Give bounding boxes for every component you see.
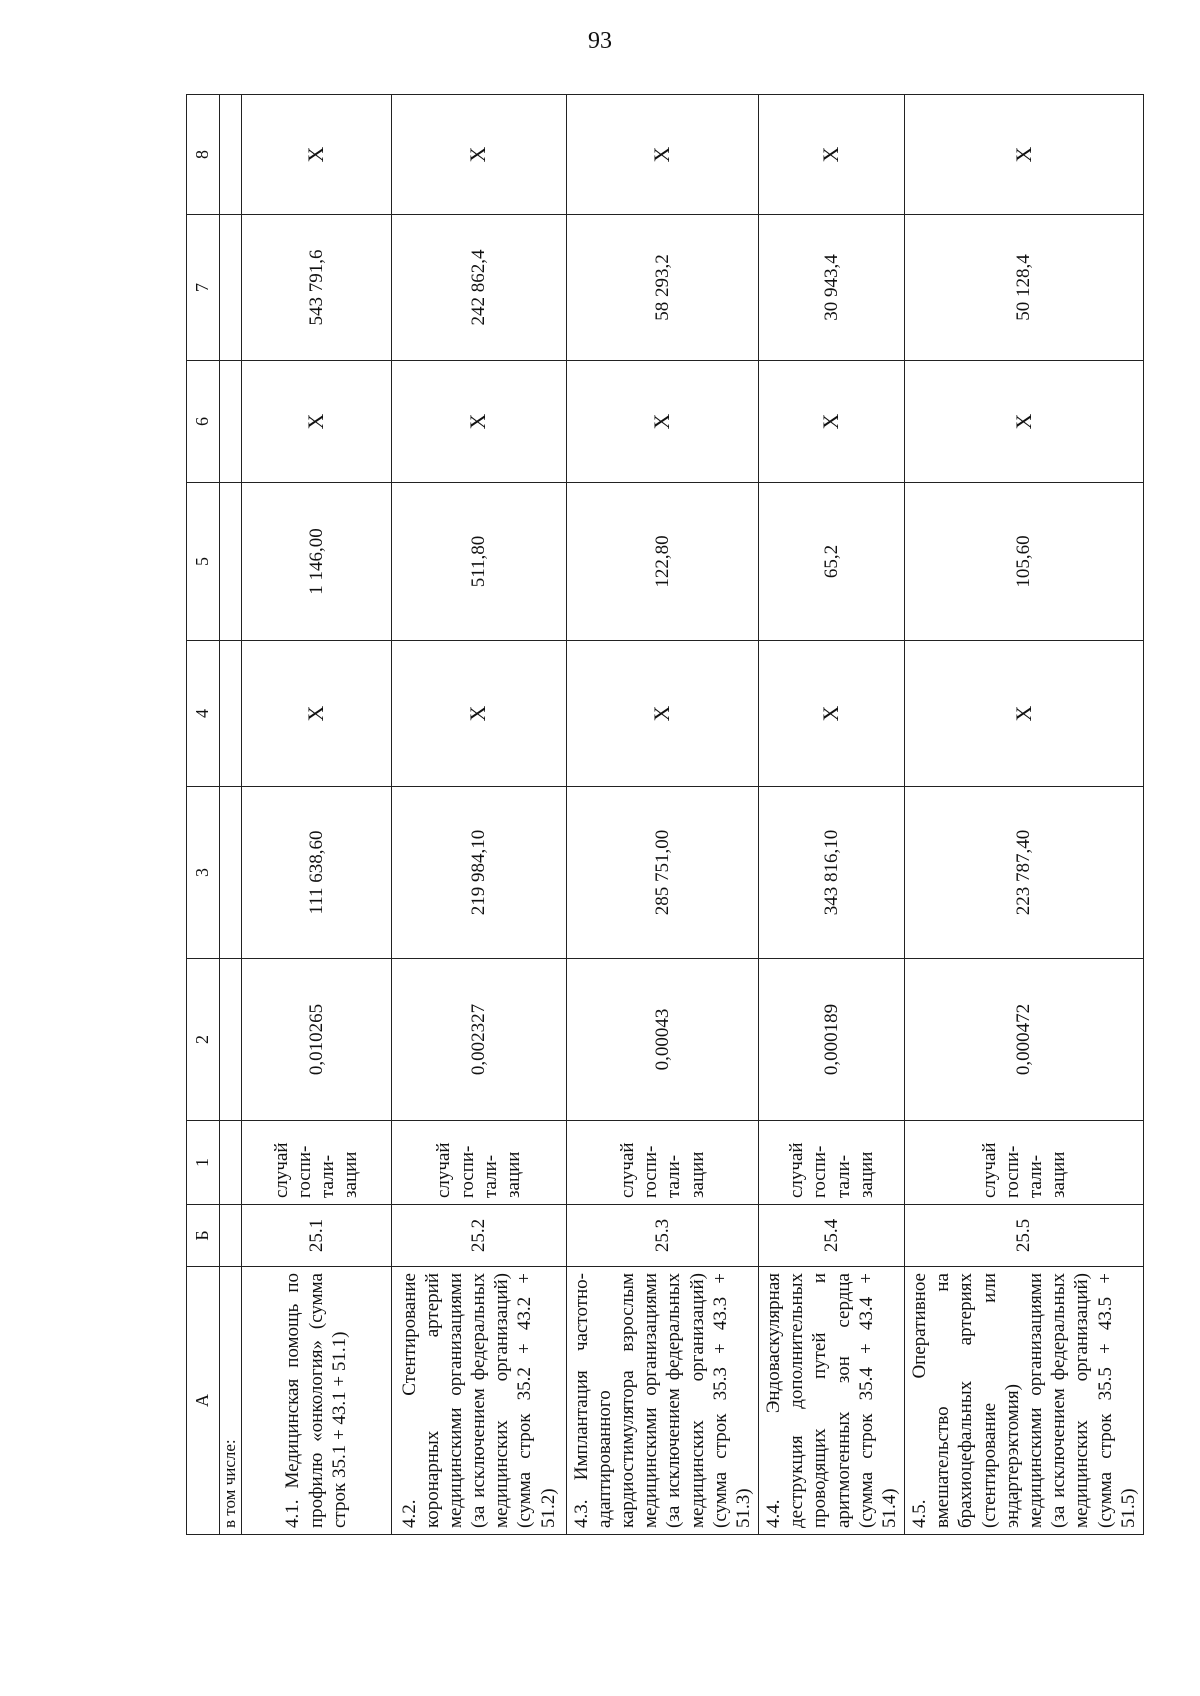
row-code: 25.5 [905, 1205, 1144, 1267]
header-cell: А [187, 1267, 220, 1535]
header-cell: 2 [187, 959, 220, 1121]
row-value-7: 543 791,6 [241, 215, 391, 361]
row-value-5: 511,80 [391, 483, 566, 641]
header-cell: 6 [187, 361, 220, 483]
row-value-7: 242 862,4 [391, 215, 566, 361]
row-value-4: Х [566, 641, 758, 787]
data-table [186, 94, 1144, 1535]
table-row [759, 95, 905, 1535]
row-value-8: Х [241, 95, 391, 215]
row-value-3: 285 751,00 [566, 787, 758, 959]
row-value-8: Х [566, 95, 758, 215]
row-name: 4.1. Медицинская помощь по профилю «онкология» (сумма строк 35.1 + 43.1 + 51.1) [241, 1267, 391, 1535]
row-value-5: 65,2 [759, 483, 905, 641]
row-value-4: Х [391, 641, 566, 787]
row-value-3: 219 984,10 [391, 787, 566, 959]
header-cell: 8 [187, 95, 220, 215]
row-value-4: Х [241, 641, 391, 787]
table-container [186, 95, 1139, 1535]
row-unit: случай госпи-тали-зации [391, 1121, 566, 1205]
row-value-3: 343 816,10 [759, 787, 905, 959]
row-value-8: Х [391, 95, 566, 215]
row-unit: случай госпи-тали-зации [759, 1121, 905, 1205]
row-value-7: 50 128,4 [905, 215, 1144, 361]
row-code: 25.1 [241, 1205, 391, 1267]
row-value-2: 0,000472 [905, 959, 1144, 1121]
header-cell: 4 [187, 641, 220, 787]
row-unit: случай госпи-тали-зации [905, 1121, 1144, 1205]
row-value-6: Х [241, 361, 391, 483]
row-value-7: 30 943,4 [759, 215, 905, 361]
row-value-8: Х [759, 95, 905, 215]
header-cell: 1 [187, 1121, 220, 1205]
row-code: 25.3 [566, 1205, 758, 1267]
row-value-2: 0,002327 [391, 959, 566, 1121]
page-number: 93 [588, 28, 612, 54]
table-row [241, 95, 391, 1535]
row-name: 4.5. Оперативное вмешательство на брахиоцефальных артериях (стентирование или эндартерэктомия) медицинскими организациями (за исключением федеральных медицинских организаций) (сумма строк 35.5 + 43.5 + 51.5) [905, 1267, 1144, 1535]
subheader-row [220, 95, 242, 1535]
row-value-2: 0,000189 [759, 959, 905, 1121]
row-value-5: 122,80 [566, 483, 758, 641]
subheader-label: в том числе: [220, 1267, 242, 1535]
row-unit: случай госпи-тали-зации [241, 1121, 391, 1205]
row-code: 25.4 [759, 1205, 905, 1267]
row-value-5: 105,60 [905, 483, 1144, 641]
row-value-3: 111 638,60 [241, 787, 391, 959]
row-code: 25.2 [391, 1205, 566, 1267]
row-value-5: 1 146,00 [241, 483, 391, 641]
row-value-6: Х [759, 361, 905, 483]
row-name: 4.3. Имплантация частотно-адаптированного кардиостимулятора взрослым медицинскими организациями (за исключением федеральных медицинских организаций) (сумма строк 35.3 + 43.3 + 51.3) [566, 1267, 758, 1535]
row-value-6: Х [566, 361, 758, 483]
row-value-2: 0,010265 [241, 959, 391, 1121]
row-value-4: Х [759, 641, 905, 787]
header-cell: Б [187, 1205, 220, 1267]
header-cell: 7 [187, 215, 220, 361]
header-cell: 5 [187, 483, 220, 641]
header-cell: 3 [187, 787, 220, 959]
row-value-6: Х [905, 361, 1144, 483]
header-row [187, 95, 220, 1535]
row-name: 4.4. Эндоваскулярная деструкция дополнительных проводящих путей и аритмогенных зон сердца (сумма строк 35.4 + 43.4 + 51.4) [759, 1267, 905, 1535]
table-row [391, 95, 566, 1535]
table-row [905, 95, 1144, 1535]
row-value-8: Х [905, 95, 1144, 215]
row-value-4: Х [905, 641, 1144, 787]
row-value-2: 0,00043 [566, 959, 758, 1121]
row-name: 4.2. Стентирование коронарных артерий медицинскими организациями (за исключением федеральных медицинских организаций) (сумма строк 35.2 + 43.2 + 51.2) [391, 1267, 566, 1535]
row-value-6: Х [391, 361, 566, 483]
row-value-3: 223 787,40 [905, 787, 1144, 959]
row-value-7: 58 293,2 [566, 215, 758, 361]
row-unit: случай госпи-тали-зации [566, 1121, 758, 1205]
table-row [566, 95, 758, 1535]
